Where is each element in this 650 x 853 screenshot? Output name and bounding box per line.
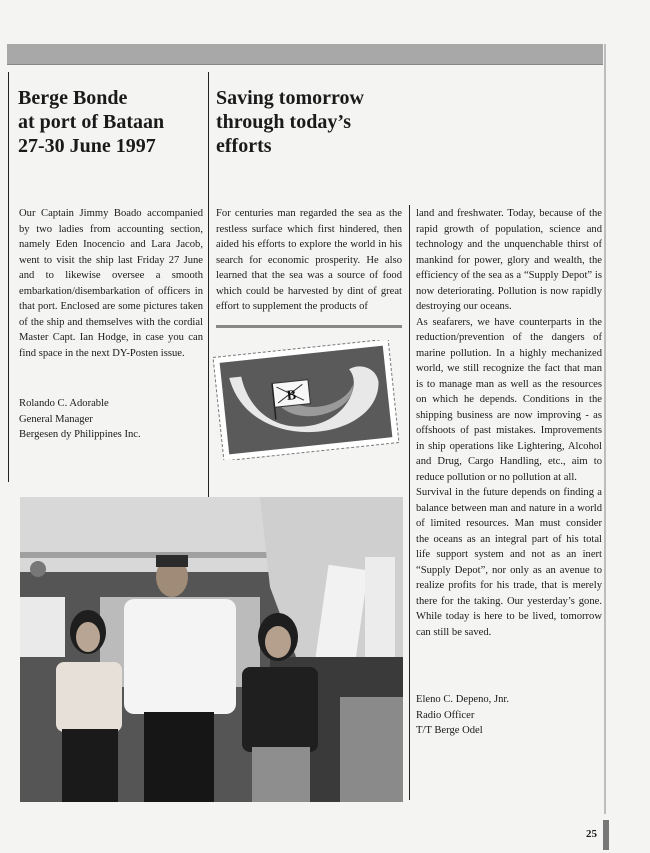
signature-title: General Manager [19, 413, 93, 425]
column-divider-bar [216, 325, 402, 328]
environment-stamp-graphic [204, 340, 408, 460]
right-article-column-2 [416, 206, 602, 640]
signature-title: Radio Officer [416, 709, 475, 721]
title-line: Berge Bonde [18, 87, 128, 109]
signature-ship: T/T Berge Odel [416, 725, 483, 736]
right-article-signature [416, 692, 509, 739]
signature-name: Eleno C. Depeno, Jnr. [416, 694, 509, 705]
page-number-bar [603, 820, 609, 850]
left-article-title [18, 86, 204, 158]
left-article-paragraph: Our Captain Jimmy Boado accompanied by two ladies from accounting section, namely Eden Inocencio and Lara Jacob, went to visit the ship last Friday 27 June and to likewise oversee a smooth embarkation/disembarkation of officers in that port. Enclosed are some pictures taken of the ship and themselves with the cordial Master Capt. Ian Hodge, in case you can find space in the next DY-Posten issue. [19, 208, 203, 359]
title-line: 27-30 June 1997 [18, 135, 156, 157]
flag-letter: B [286, 388, 297, 404]
page-number: 25 [586, 828, 597, 840]
title-line: Saving tomorrow [216, 87, 364, 109]
column-rule-left [8, 72, 9, 482]
right-article-paragraph: For centuries man regarded the sea as the restless surface which first hindered, then aided his efforts to explore the world in his search for economic prosperity. He also learned that the sea was a source of food which could be harvested by dint of great effort to supplement the products of [216, 208, 402, 312]
left-article-signature [19, 396, 141, 443]
left-article-body [19, 206, 203, 361]
right-article-paragraph: Survival in the future depends on finding a balance between man and nature in a world of limited resources. Man must consider the oceans as an integral part of his total life support system and not as an inert “Supply Depot”, nor only as an avenue to realize profits for his trade, that is merely there for the taking. Our yesterday’s gone. While today is here to be lived, tomorrow can still be saved. [416, 487, 602, 638]
bridge-photo [20, 497, 403, 802]
right-article-column-1 [216, 206, 402, 315]
title-line: through today’s [216, 111, 352, 133]
page-edge-shadow [604, 44, 606, 814]
right-article-title [216, 86, 406, 158]
top-band [7, 44, 603, 65]
right-article-paragraph: land and freshwater. Today, because of the rapid growth of population, science and technology and the unquenchable thirst of mankind for power, glory and wealth, the efficiency of the sea as a “Supply Depot” is now deteriorating. Pollution is now rapidly destroying our oceans. [416, 208, 602, 312]
right-article-paragraph: As seafarers, we have counterparts in the reduction/prevention of the dangers of marine pollution. In a highly mechanized world, we still recognize the fact that man is to manage man as well as the resources on which he depends. Conditions in the shipping business are now improving - as offshoots of past mistakes. Improvements in ship operations like Lightering, Alcohol and Drug, Cargo Handling, etc., aim to reduce pollution or no pollution at all. [416, 316, 602, 483]
signature-company: Bergesen dy Philippines Inc. [19, 429, 141, 440]
title-line: efforts [216, 135, 272, 157]
signature-name: Rolando C. Adorable [19, 398, 109, 409]
title-line: at port of Bataan [18, 111, 165, 133]
column-rule-right [409, 205, 410, 800]
